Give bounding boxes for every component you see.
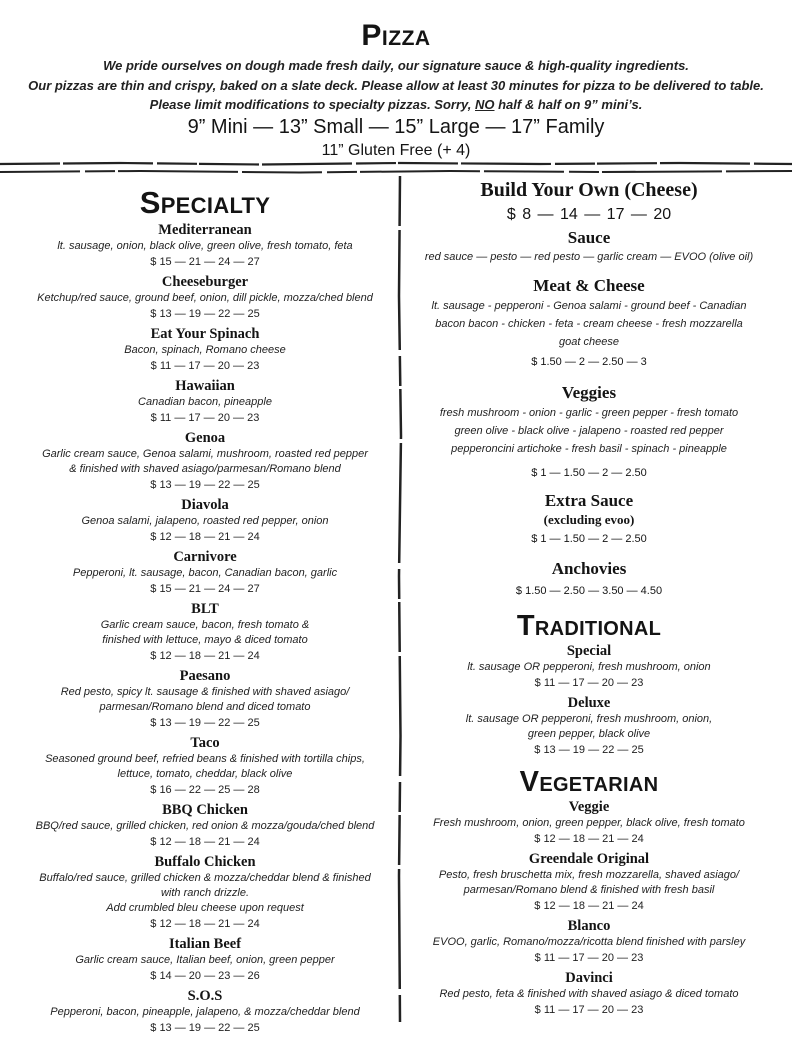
build-your-own-price: $ 8 — 14 — 17 — 20 [506, 206, 672, 223]
meat-cheese-options: bacon bacon - chicken - feta - cream cheese - fresh mozzarella [435, 318, 743, 330]
item-description: Add crumbled bleu cheese upon request [106, 902, 304, 914]
menu-item [408, 799, 770, 848]
item-name: Hawaiian [175, 378, 235, 394]
menu-item [15, 549, 395, 598]
extra-sauce-price: $ 1 — 1.50 — 2 — 2.50 [531, 533, 647, 545]
menu-item [15, 430, 395, 494]
item-price: $ 11 — 17 — 20 — 23 [534, 1004, 644, 1016]
item-name: Cheeseburger [161, 274, 249, 290]
intro-line-3 [0, 96, 792, 114]
item-name: Special [566, 643, 612, 659]
item-description: parmesan/Romano blend and diced tomato [99, 701, 311, 713]
item-name: Carnivore [173, 549, 237, 565]
traditional-heading: Traditional [516, 610, 662, 642]
specialty-list [15, 222, 395, 1037]
item-name: BLT [191, 601, 219, 617]
item-description: Garlic cream sauce, Genoa salami, mushroom, roasted red pepper [42, 448, 368, 460]
item-price: $ 13 — 19 — 22 — 25 [150, 479, 260, 491]
item-description: Red pesto, feta & finished with shaved asiago & diced tomato [439, 988, 739, 1000]
item-description: lt. sausage OR pepperoni, fresh mushroom, onion [467, 661, 711, 673]
item-price: $ 13 — 19 — 22 — 25 [150, 1022, 260, 1034]
item-price: $ 11 — 17 — 20 — 23 [534, 952, 644, 964]
veggies-options: green olive - black olive - jalapeno - roasted red pepper [454, 425, 724, 437]
anchovies-price: $ 1.50 — 2.50 — 3.50 — 4.50 [515, 585, 663, 597]
gluten-free-note: 11” Gluten Free (+ 4) [321, 142, 471, 159]
menu-item [15, 936, 395, 985]
menu-item [15, 802, 395, 851]
menu-item [15, 497, 395, 546]
menu-item [15, 601, 395, 665]
item-description: lettuce, tomato, cheddar, black olive [117, 768, 293, 780]
item-name: Taco [190, 735, 220, 751]
menu-item [15, 222, 395, 271]
item-price: $ 16 — 22 — 25 — 28 [150, 784, 260, 796]
menu-item [408, 643, 770, 692]
item-name: BBQ Chicken [162, 802, 248, 818]
menu-item [15, 854, 395, 933]
traditional-list [408, 643, 770, 759]
item-description: EVOO, garlic, Romano/mozza/ricotta blend finished with parsley [432, 936, 746, 948]
intro-line-3-no: NO [475, 97, 495, 112]
item-name: Deluxe [567, 695, 611, 711]
item-price: $ 15 — 21 — 24 — 27 [150, 583, 260, 595]
menu-item [408, 970, 770, 1019]
build-your-own-heading: Build Your Own (Cheese) [480, 179, 698, 201]
extra-sauce-subtitle: (excluding evoo) [543, 512, 635, 527]
item-description: Seasoned ground beef, refried beans & finished with tortilla chips, [45, 753, 365, 765]
item-price: $ 11 — 17 — 20 — 23 [534, 677, 644, 689]
item-description: Garlic cream sauce, Italian beef, onion, green pepper [75, 954, 335, 966]
menu-item [408, 918, 770, 967]
veggies-heading: Veggies [561, 383, 617, 402]
item-price: $ 13 — 19 — 22 — 25 [534, 744, 644, 756]
item-description: Fresh mushroom, onion, green pepper, black olive, fresh tomato [433, 817, 745, 829]
item-price: $ 12 — 18 — 21 — 24 [150, 531, 260, 543]
item-name: Blanco [567, 918, 611, 934]
menu-item [15, 378, 395, 427]
item-description: Buffalo/red sauce, grilled chicken & mozza/cheddar blend & finished [39, 872, 371, 884]
item-price: $ 15 — 21 — 24 — 27 [150, 256, 260, 268]
item-price: $ 12 — 18 — 21 — 24 [150, 836, 260, 848]
intro-line-2: Our pizzas are thin and crispy, baked on a slate deck. Please allow at least 30 minutes for pizza to be delivered to table. [28, 78, 764, 93]
item-description: Canadian bacon, pineapple [138, 396, 272, 408]
right-column [408, 177, 770, 1022]
pizza-sizes: 9” Mini — 13” Small — 15” Large — 17” Family [187, 116, 605, 138]
menu-item [15, 326, 395, 375]
item-description: parmesan/Romano blend & finished with fresh basil [463, 884, 715, 896]
item-description: Ketchup/red sauce, ground beef, onion, dill pickle, mozza/ched blend [37, 292, 373, 304]
item-name: S.O.S [187, 988, 223, 1004]
item-price: $ 12 — 18 — 21 — 24 [534, 900, 644, 912]
item-price: $ 11 — 17 — 20 — 23 [150, 360, 260, 372]
item-name: Paesano [179, 668, 231, 684]
horizontal-divider [0, 158, 792, 178]
meat-cheese-options: goat cheese [559, 336, 619, 348]
item-price: $ 11 — 17 — 20 — 23 [150, 412, 260, 424]
item-name: Mediterranean [158, 222, 252, 238]
item-description: Genoa salami, jalapeno, roasted red pepper, onion [81, 515, 329, 527]
specialty-column [15, 184, 395, 1040]
item-description: Pepperoni, bacon, pineapple, jalapeno, & mozza/cheddar blend [50, 1006, 360, 1018]
item-name: Eat Your Spinach [150, 326, 260, 342]
item-description: Red pesto, spicy lt. sausage & finished with shaved asiago/ [60, 686, 350, 698]
item-description: lt. sausage OR pepperoni, fresh mushroom, onion, [465, 713, 713, 725]
item-description: Bacon, spinach, Romano cheese [124, 344, 286, 356]
page-title: Pizza [361, 19, 431, 52]
item-name: Italian Beef [168, 936, 242, 952]
intro-line-3-b: half & half on 9” mini’s. [494, 97, 643, 112]
meat-cheese-options: lt. sausage - pepperoni - Genoa salami - ground beef - Canadian [431, 300, 747, 312]
item-description: BBQ/red sauce, grilled chicken, red onion & mozza/gouda/ched blend [35, 820, 375, 832]
item-price: $ 13 — 19 — 22 — 25 [150, 308, 260, 320]
meat-cheese-price: $ 1.50 — 2 — 2.50 — 3 [531, 356, 647, 368]
item-description: finished with lettuce, mayo & diced tomato [102, 634, 308, 646]
specialty-heading: Specialty [139, 185, 271, 220]
intro-line-1: We pride ourselves on dough made fresh daily, our signature sauce & high-quality ingredients. [103, 58, 689, 73]
extra-sauce-heading: Extra Sauce [544, 491, 634, 510]
anchovies-heading: Anchovies [551, 559, 627, 578]
item-description: Pesto, fresh bruschetta mix, fresh mozzarella, shaved asiago/ [438, 869, 740, 881]
item-description: lt. sausage, onion, black olive, green olive, fresh tomato, feta [57, 240, 353, 252]
item-price: $ 12 — 18 — 21 — 24 [150, 650, 260, 662]
item-name: Greendale Original [528, 851, 650, 867]
veggies-price: $ 1 — 1.50 — 2 — 2.50 [531, 467, 647, 479]
item-name: Veggie [568, 799, 610, 815]
item-price: $ 12 — 18 — 21 — 24 [150, 918, 260, 930]
menu-item [408, 695, 770, 759]
item-name: Genoa [184, 430, 226, 446]
item-description: Pepperoni, lt. sausage, bacon, Canadian bacon, garlic [72, 567, 338, 579]
item-name: Diavola [181, 497, 229, 513]
menu-item [15, 735, 395, 799]
item-description: with ranch drizzle. [160, 887, 250, 899]
item-price: $ 14 — 20 — 23 — 26 [150, 970, 260, 982]
veggies-options: pepperoncini artichoke - fresh basil - spinach - pineapple [451, 443, 727, 455]
item-price: $ 12 — 18 — 21 — 24 [534, 833, 644, 845]
item-description: Garlic cream sauce, bacon, fresh tomato & [100, 619, 310, 631]
menu-item [15, 668, 395, 732]
item-name: Buffalo Chicken [154, 854, 256, 870]
meat-cheese-heading: Meat & Cheese [533, 276, 645, 295]
vertical-divider [394, 176, 406, 1022]
item-price: $ 13 — 19 — 22 — 25 [150, 717, 260, 729]
menu-item [15, 274, 395, 323]
menu-item [408, 851, 770, 915]
intro-line-3-a: Please limit modifications to specialty pizzas. Sorry, [149, 97, 475, 112]
sauce-options: red sauce — pesto — red pesto — garlic cream — EVOO (olive oil) [424, 251, 754, 263]
veggies-options: fresh mushroom - onion - garlic - green pepper - fresh tomato [439, 407, 739, 419]
sauce-heading: Sauce [567, 228, 611, 247]
item-description: & finished with shaved asiago/parmesan/Romano blend [69, 463, 341, 475]
item-description: green pepper, black olive [527, 728, 651, 740]
vegetarian-heading: Vegetarian [519, 766, 659, 798]
item-name: Davinci [565, 970, 613, 986]
vegetarian-list [408, 799, 770, 1019]
menu-item [15, 988, 395, 1037]
